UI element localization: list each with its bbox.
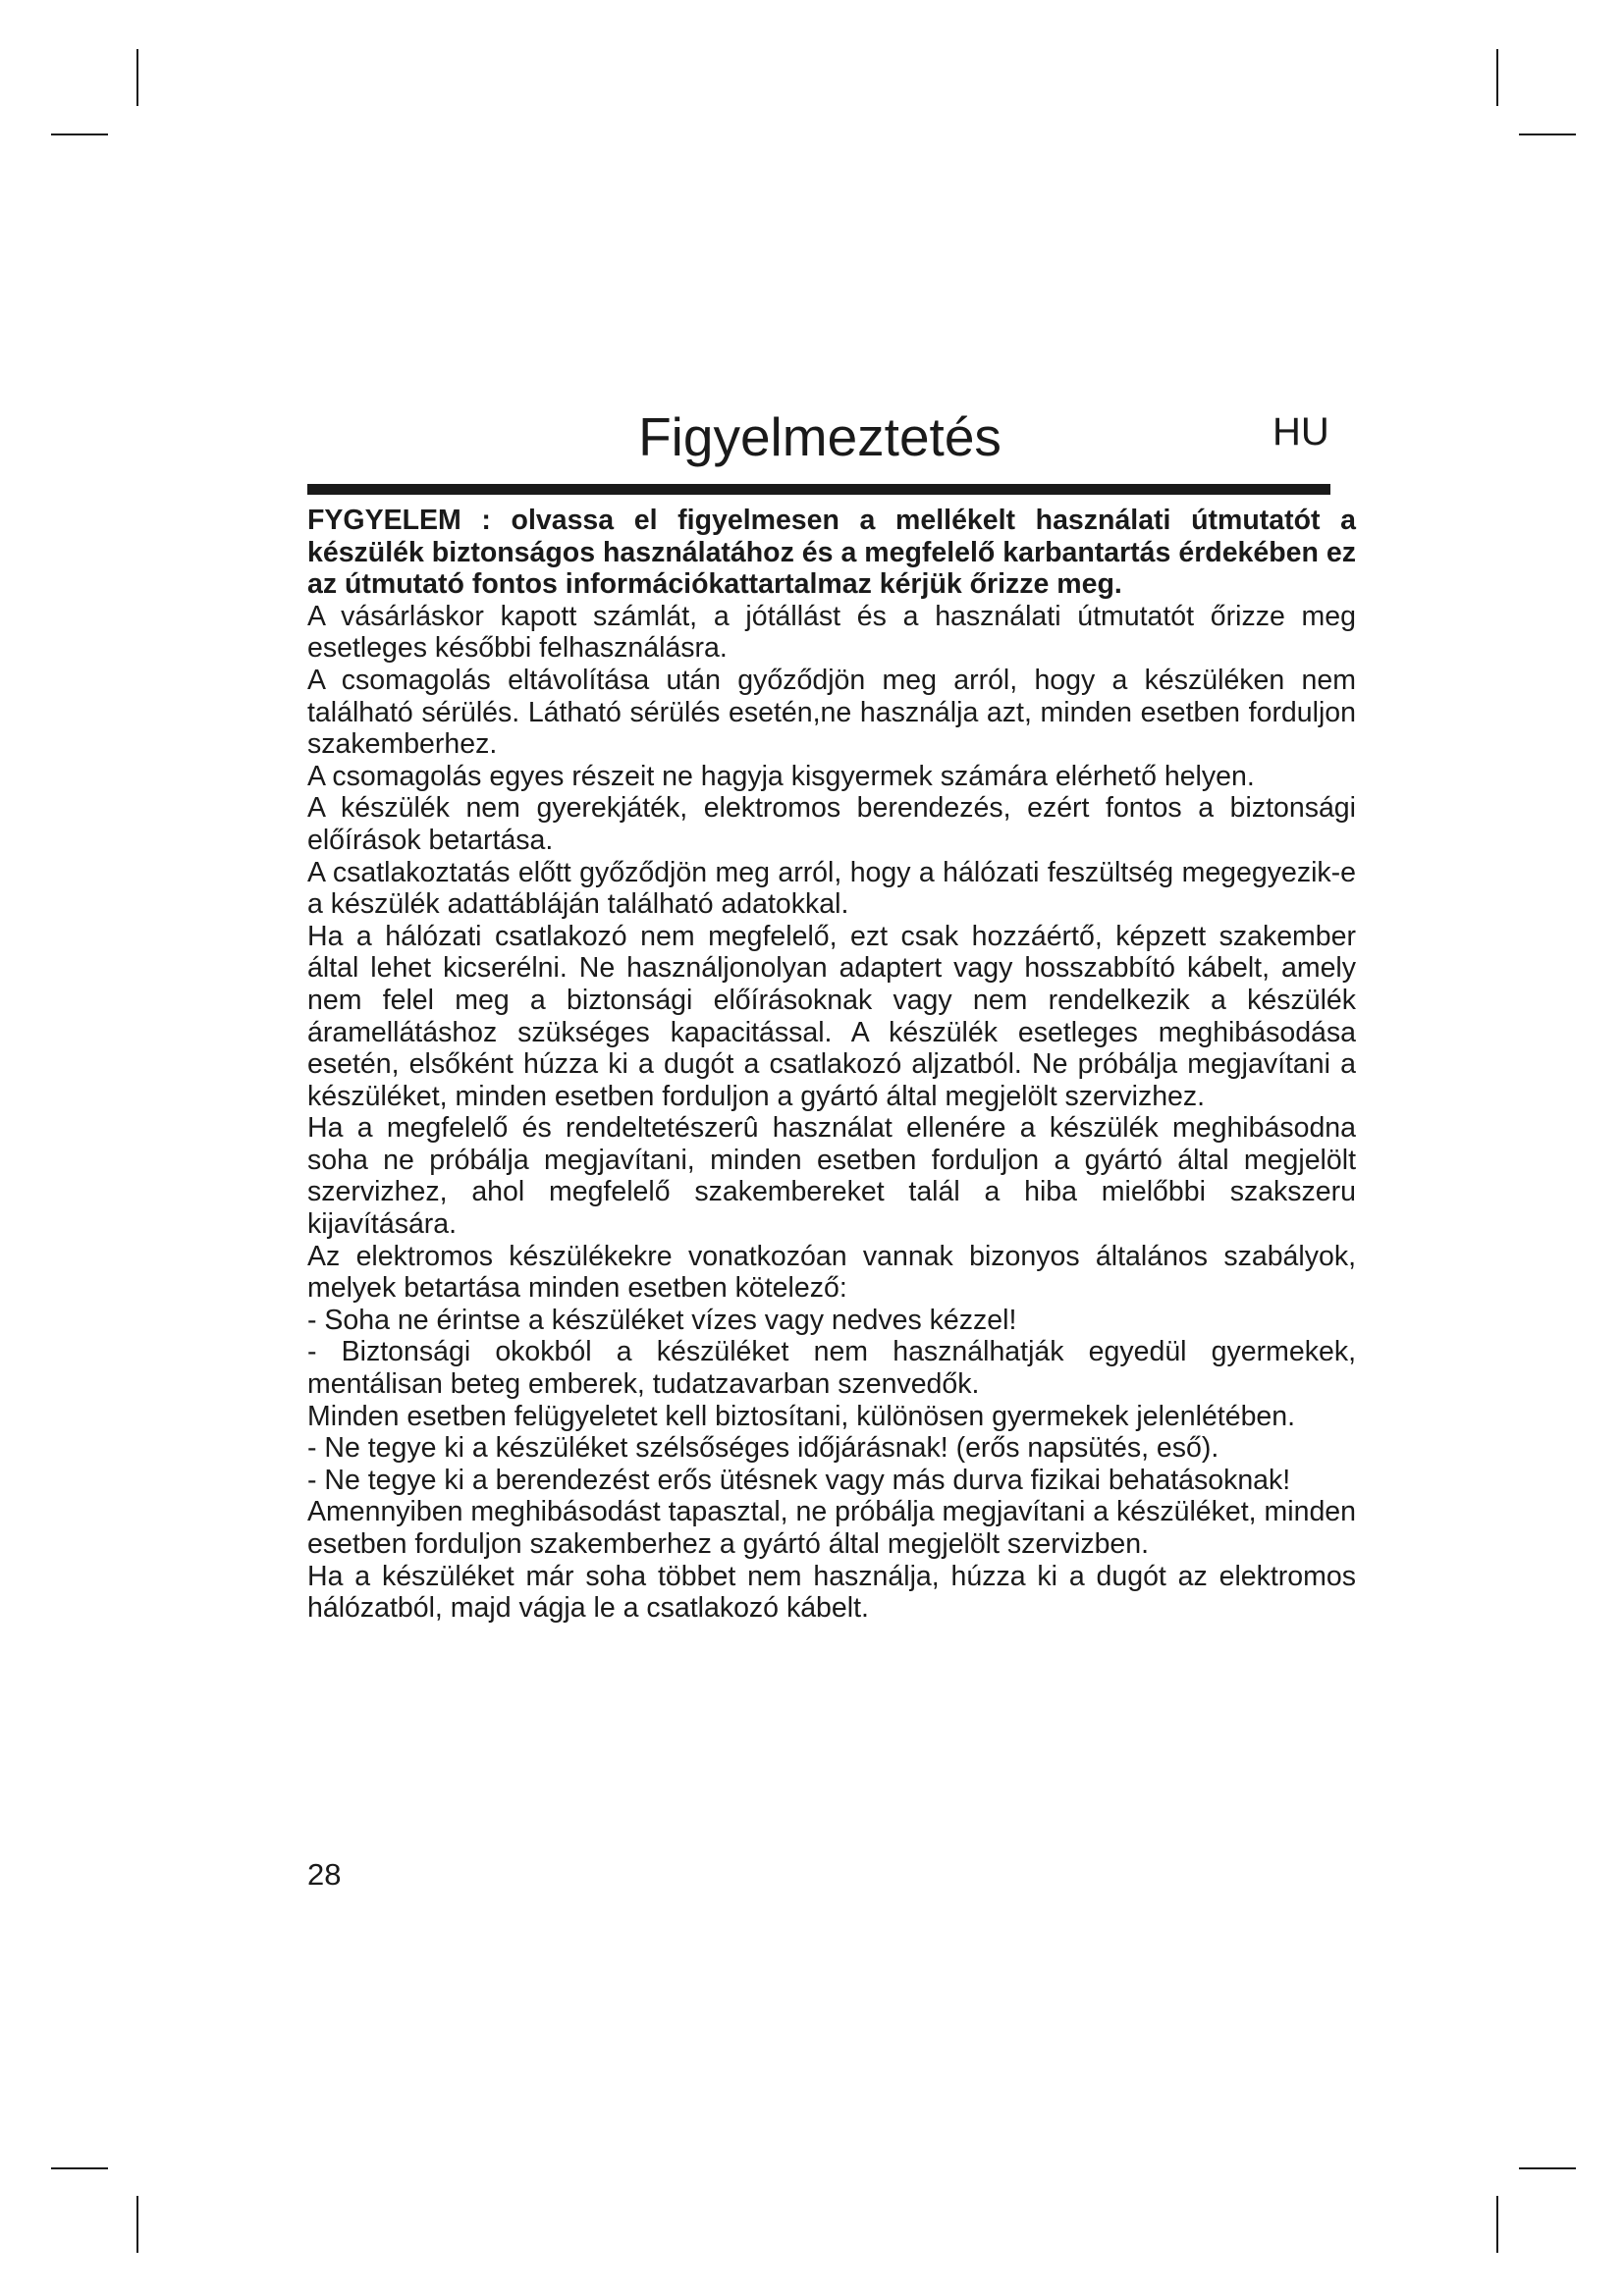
paragraph: A készülék nem gyerekjáték, elektromos berendezés, ezért fontos a biztonsági előírások betartása. <box>307 792 1356 856</box>
crop-mark-top-left-horizontal <box>51 133 108 135</box>
paragraph: - Biztonsági okokból a készüléket nem használhatják egyedül gyermekek, mentálisan beteg emberek, tudatzavarban szenvedők. <box>307 1336 1356 1401</box>
crop-mark-top-right-vertical <box>1496 49 1498 106</box>
paragraph: Amennyiben meghibásodást tapasztal, ne próbálja megjavítani a készüléket, minden esetben forduljon szakemberhez a gyártó által megjelölt szervizben. <box>307 1496 1356 1560</box>
page-number: 28 <box>307 1857 342 1892</box>
paragraph: A csomagolás egyes részeit ne hagyja kisgyermek számára elérhető helyen. <box>307 760 1255 792</box>
crop-mark-bottom-right-vertical <box>1496 2196 1498 2253</box>
paragraph: A csomagolás eltávolítása után győződjön meg arról, hogy a készüléken nem található sérülés. Látható sérülés esetén,ne használja azt, minden esetben forduljon szakemberhez. <box>307 664 1356 761</box>
page-title: Figyelmeztetés <box>638 406 1001 467</box>
crop-mark-bottom-left-horizontal <box>51 2167 108 2169</box>
crop-mark-bottom-left-vertical <box>136 2196 138 2253</box>
crop-mark-top-left-vertical <box>136 49 138 106</box>
paragraph: - Ne tegye ki a készüléket szélsőséges időjárásnak! (erős napsütés, eső). <box>307 1432 1219 1465</box>
paragraph: - Soha ne érintse a készüléket vízes vagy nedves kézzel! <box>307 1304 1017 1336</box>
paragraph: A vásárláskor kapott számlát, a jótállást és a használati útmutatót őrizze meg esetleges későbbi felhasználásra. <box>307 600 1356 665</box>
paragraph: A csatlakoztatás előtt győződjön meg arról, hogy a hálózati feszültség megegyezik-e a készülék adattábláján található adatokkal. <box>307 856 1356 921</box>
crop-mark-top-right-horizontal <box>1519 133 1576 135</box>
paragraph: Ha a készüléket már soha többet nem használja, húzza ki a dugót az elektromos hálózatból, majd vágja le a csatlakozó kábelt. <box>307 1560 1356 1625</box>
title-divider <box>307 484 1330 495</box>
paragraph: Ha a hálózati csatlakozó nem megfelelő, ezt csak hozzáértő, képzett szakember által lehet kicserélni. Ne használjonolyan adaptert vagy hosszabbító kábelt, amely nem felel meg a biztonsági előírásoknak vagy nem rendelkezik a készülék áramellátáshoz szükséges kapacitással. A készülék esetleges meghibásodása esetén, elsőként húzza ki a dugót a csatlakozó aljzatból. Ne próbálja megjavítani a készüléket, minden esetben forduljon a gyártó által megjelölt szervizhez. <box>307 920 1356 1112</box>
paragraph: Ha a megfelelő és rendeltetészerû használat ellenére a készülék meghibásodna soha ne próbálja megjavítani, minden esetben forduljon a gyártó által megjelölt szervizhez, ahol megfelelő szakembereket talál a hiba mielőbbi szakszeru kijavítására. <box>307 1112 1356 1241</box>
paragraph: - Ne tegye ki a berendezést erős ütésnek vagy más durva fizikai behatásoknak! <box>307 1464 1291 1496</box>
warning-lead-paragraph: FYGYELEM : olvassa el figyelmesen a mellékelt használati útmutatót a készülék biztonságos használatához és a megfelelő karbantartás érdekében ez az útmutató fontos információkattartalmaz kérjük őrizze meg. <box>307 505 1356 601</box>
paragraph: Minden esetben felügyeletet kell biztosítani, különösen gyermekek jelenlétében. <box>307 1400 1296 1432</box>
paragraph: Az elektromos készülékekre vonatkozóan vannak bizonyos általános szabályok, melyek betartása minden esetben kötelező: <box>307 1240 1356 1305</box>
language-code: HU <box>1272 410 1329 454</box>
warning-text-body <box>307 505 1356 1625</box>
crop-mark-bottom-right-horizontal <box>1519 2167 1576 2169</box>
